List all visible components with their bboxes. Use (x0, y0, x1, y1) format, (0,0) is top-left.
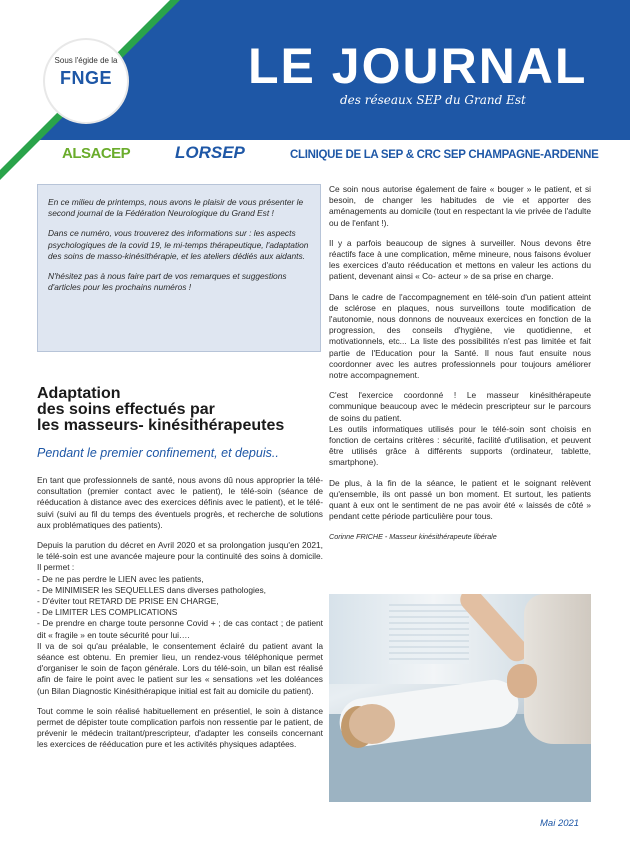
issue-date: Mai 2021 (540, 818, 580, 829)
paragraph-text: Les outils informatiques utilisés pour le télé-soin sont choisis en fonction de certains critères : sécurité, facilité d'utilisation, et peuvent être utilisés grâce à différents supports (ordinateur, tablette, smartphone). (329, 423, 591, 468)
journal-title: LE JOURNAL (248, 38, 588, 94)
photo-window-blind (389, 604, 469, 664)
intro-paragraph: Dans ce numéro, vous trouverez des informations sur : les aspects psychologiques de la covid 19, le mi-temps thérapeutique, l'adaptation des soins de masso-kinésithérapie, et les ateliers dédiés aux aidants. (48, 228, 309, 261)
list-item: - De ne pas perdre le LIEN avec les patients, (37, 573, 204, 584)
list-item: - De prendre en charge toute personne Covid + ; de cas contact ; de patient dit « fragile » en toute sécurité pour lui…. (37, 618, 323, 640)
fnge-logo: FNGE (59, 68, 112, 88)
article-paragraph: Ce soin nous autorise également de faire « bouger » le patient, et si besoin, de changer les habitudes de vie et apporter des aménagements au domicile (tout en respectant la vie privée de l'adulte ou de l'enfant !). (329, 184, 591, 228)
fnge-badge (45, 40, 127, 122)
article-title-line: Adaptation (37, 385, 121, 402)
article-paragraph: Il va de soi qu'au préalable, le consentement éclairé du patient avant la séance est obtenu. En premier lieu, un rendez-vous téléphonique permet d'organiser le soin de façon générale. Lors du télé-soin, un bilan est réalisé afin de faire le point avec le patient sur les « sensations »et les doléances (un Bilan Diagnostic Kinésithérapique initial est fait au domicile du patient). (37, 640, 323, 696)
benefits-list (37, 574, 323, 641)
article-paragraph: En tant que professionnels de santé, nous avons dû nous approprier la télé-consultation (premier contact avec le patient), le télé-soin (séance de rééducation à distance avec des exercices définis avec le patient), et le télé-suivi (suivi au fil du temps des éventuels progrès, et recherche de solutions aux problématiques des patients). (37, 475, 323, 530)
physiotherapy-photo (329, 594, 591, 802)
article-paragraph: Dans le cadre de l'accompagnement en télé-soin d'un patient atteint de sclérose en plaques, nous surveillons toute modification de l'autonomie, nous donnons de nouveaux exercices en fonction de la progression, des conseils d'hygiène, vie quotidienne, et motivationnels, etc... La liste des possibilités n'est pas limitée et fait partie de l'Education pour la Santé. Il nous faut ensuite nous coordonner avec les autres professionnels pour toujours améliorer notre accompagnement. (329, 291, 591, 381)
article-paragraph (37, 540, 323, 574)
article-subtitle: Pendant le premier confinement, et depuis.. (37, 446, 279, 460)
journal-subtitle: des réseaux SEP du Grand Est (340, 93, 526, 107)
paragraph-text: Depuis la parution du décret en Avril 2020 et sa prolongation jusqu'en 2021, le télé-soin est une avancée majeure pour la continuité des soins à domicile. Il permet : (37, 540, 323, 573)
photo-therapist-hand (507, 664, 537, 698)
author-signature: Corinne FRICHE - Masseur kinésithérapeute libérale (329, 532, 497, 542)
alsacep-logo: ALSACEP (62, 145, 131, 162)
list-item: - D'éviter tout RETARD DE PRISE EN CHARGE, (37, 596, 219, 607)
article-title-line: des soins effectués par (37, 401, 215, 418)
under-label: Sous l'égide de la (54, 56, 118, 65)
intro-paragraph: N'hésitez pas à nous faire part de vos remarques et suggestions d'articles pour les prochains numéros ! (48, 271, 287, 293)
lorsep-logo: LORSEP (175, 143, 245, 162)
article-paragraph: Tout comme le soin réalisé habituellement en présentiel, le soin à distance permet de dépister toute complication parfois non ressentie par le patient, de prévenir le médecin traitant/prescripteur, d'adapter les conseils concernant les exercices de rééducation pure et les activités physiques adaptées. (37, 705, 323, 750)
list-item: - De MINIMISER les SEQUELLES dans diverses pathologies, (37, 584, 267, 595)
article-paragraph (329, 390, 591, 468)
list-item: - De LIMITER LES COMPLICATIONS (37, 607, 178, 618)
intro-paragraph: En ce milieu de printemps, nous avons le plaisir de vous présenter le second journal de la Fédération Neurologique du Grand Est ! (48, 197, 304, 219)
intro-box (37, 184, 321, 352)
article-paragraph: Il y a parfois beaucoup de signes à surveiller. Nous devons être réactifs face à une complication, même mineure, nous faisons évoluer les exercices d'auto rééducation et mettons en valeur les actions du patient, devenant ainsi « Co- acteur » de sa prise en charge. (329, 237, 591, 282)
clinic-name: CLINIQUE DE LA SEP & CRC SEP CHAMPAGNE-ARDENNE (290, 149, 599, 161)
article-left-column (37, 475, 323, 760)
article-right-column (329, 184, 591, 543)
paragraph-text: C'est l'exercice coordonné ! Le masseur kinésithérapeute communique beaucoup avec le médecin prescripteur sur le parcours de soins du patient. (329, 390, 591, 423)
article-title-line: les masseurs- kinésithérapeutes (37, 417, 285, 434)
article-paragraph: De plus, à la fin de la séance, le patient et le soignant relèvent qu'ensemble, ils ont passé un bon moment. Et surtout, les patients quant à eux ont le sentiment de ne pas avoir été « laissés de côté » pendant cette période particulière pour tous. (329, 477, 591, 522)
photo-patient-head (349, 704, 395, 744)
article-title (37, 386, 327, 434)
